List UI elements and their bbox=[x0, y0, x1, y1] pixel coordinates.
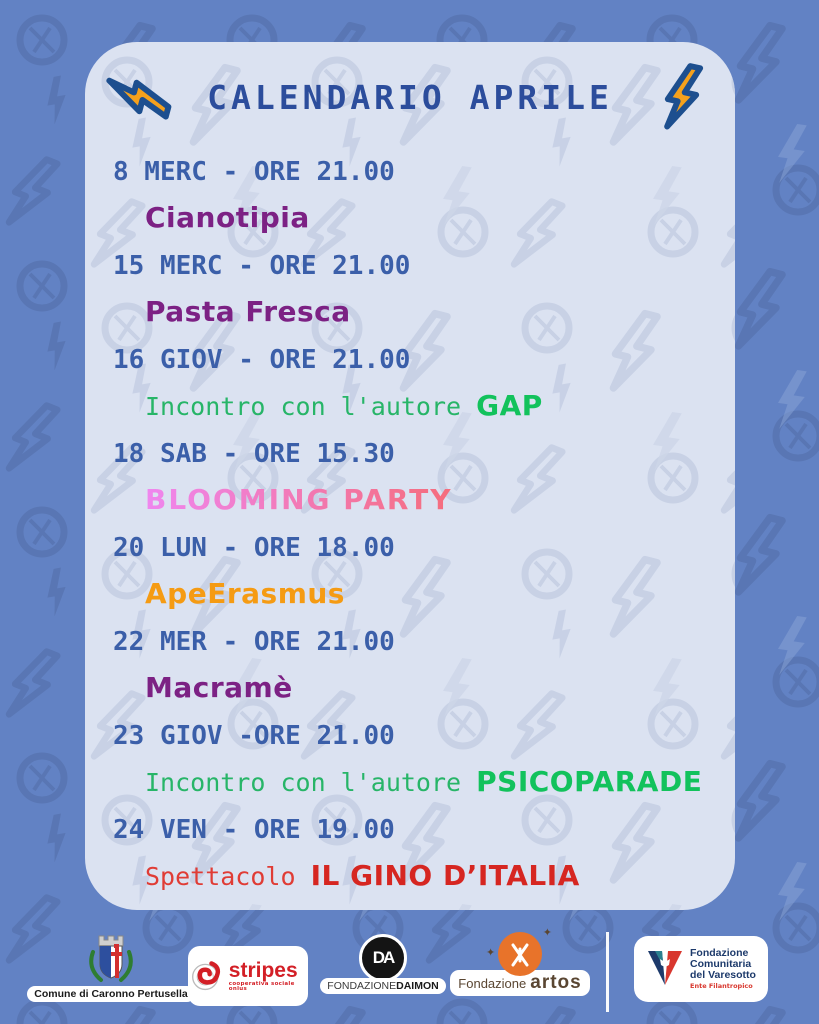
artos-sun-icon bbox=[486, 926, 552, 976]
lightning-bolt-icon bbox=[647, 60, 717, 134]
event-date: 8 MERC - ORE 21.00 bbox=[113, 157, 395, 187]
event-name-prefix: Spettacolo bbox=[145, 862, 311, 891]
event-name bbox=[113, 853, 707, 902]
varesotto-label-line2: Comunitaria bbox=[690, 958, 752, 971]
event-name bbox=[113, 195, 707, 244]
event-name bbox=[113, 477, 707, 526]
event-name-main: Pasta Fresca bbox=[145, 295, 351, 328]
logo-comune-caronno-pertusella bbox=[36, 932, 186, 1002]
event-date: 22 MER - ORE 21.00 bbox=[113, 627, 395, 657]
varesotto-label-line1: Fondazione bbox=[690, 947, 749, 960]
event-entry bbox=[113, 338, 707, 432]
stripes-swirl-icon bbox=[190, 956, 226, 996]
event-name bbox=[113, 665, 707, 714]
event-entry bbox=[113, 526, 707, 620]
comune-coat-of-arms-icon bbox=[83, 932, 139, 986]
stripes-name: stripes bbox=[228, 958, 298, 982]
sparkle-icon: ✦ bbox=[486, 946, 496, 959]
artos-label-prefix: Fondazione bbox=[458, 976, 527, 991]
event-name-main: BLOOMING PARTY bbox=[145, 483, 453, 516]
logo-fondazione-daimon bbox=[318, 934, 448, 994]
daimon-monogram-icon: DA bbox=[359, 934, 407, 982]
logo-stripes bbox=[188, 946, 308, 1006]
daimon-label bbox=[320, 978, 445, 994]
event-date: 23 GIOV -ORE 21.00 bbox=[113, 721, 395, 751]
page-title: CALENDARIO APRILE bbox=[207, 77, 613, 117]
title-row bbox=[85, 62, 735, 132]
logo-fondazione-artos bbox=[455, 926, 585, 996]
stripes-tagline: cooperativa sociale onlus bbox=[228, 980, 295, 992]
event-date: 15 MERC - ORE 21.00 bbox=[113, 251, 411, 281]
event-date: 24 VEN - ORE 19.00 bbox=[113, 815, 395, 845]
event-name bbox=[113, 571, 707, 620]
event-entry bbox=[113, 244, 707, 338]
varesotto-label-line3: del Varesotto bbox=[690, 969, 756, 982]
event-name-main: IL GINO D’ITALIA bbox=[310, 859, 580, 892]
comune-label: Comune di Caronno Pertusella bbox=[27, 986, 194, 1002]
event-entry bbox=[113, 714, 707, 808]
event-name-main: Cianotipia bbox=[145, 201, 310, 234]
artos-label-name: artos bbox=[530, 972, 582, 993]
event-name-prefix: Incontro con l'autore bbox=[145, 768, 477, 797]
event-entry bbox=[113, 808, 707, 902]
event-date: 20 LUN - ORE 18.00 bbox=[113, 533, 395, 563]
daimon-label-prefix: FONDAZIONE bbox=[327, 980, 397, 992]
event-name-main: ApeErasmus bbox=[145, 577, 345, 610]
event-entry bbox=[113, 432, 707, 526]
event-date: 18 SAB - ORE 15.30 bbox=[113, 439, 395, 469]
event-name-prefix: Incontro con l'autore bbox=[145, 392, 477, 421]
footer-divider bbox=[606, 932, 609, 1012]
sparkle-icon: ✦ bbox=[542, 926, 552, 939]
calendar-card bbox=[85, 42, 735, 910]
event-name bbox=[113, 289, 707, 338]
varesotto-v-icon bbox=[646, 947, 684, 991]
logo-fondazione-comunitaria-varesotto bbox=[634, 936, 768, 1002]
event-list bbox=[85, 150, 735, 902]
event-name-main: PSICOPARADE bbox=[476, 765, 703, 798]
event-date: 16 GIOV - ORE 21.00 bbox=[113, 345, 411, 375]
lightning-bolt-icon bbox=[103, 60, 173, 134]
event-entry bbox=[113, 620, 707, 714]
event-name-main: Macramè bbox=[145, 671, 293, 704]
event-name-main: GAP bbox=[476, 389, 543, 422]
varesotto-tagline: Ente Filantropico bbox=[690, 982, 753, 991]
event-name bbox=[113, 759, 707, 808]
footer-logos bbox=[0, 918, 819, 1024]
event-name bbox=[113, 383, 707, 432]
daimon-label-name: DAIMON bbox=[396, 980, 439, 992]
event-entry bbox=[113, 150, 707, 244]
card-content bbox=[85, 42, 735, 902]
